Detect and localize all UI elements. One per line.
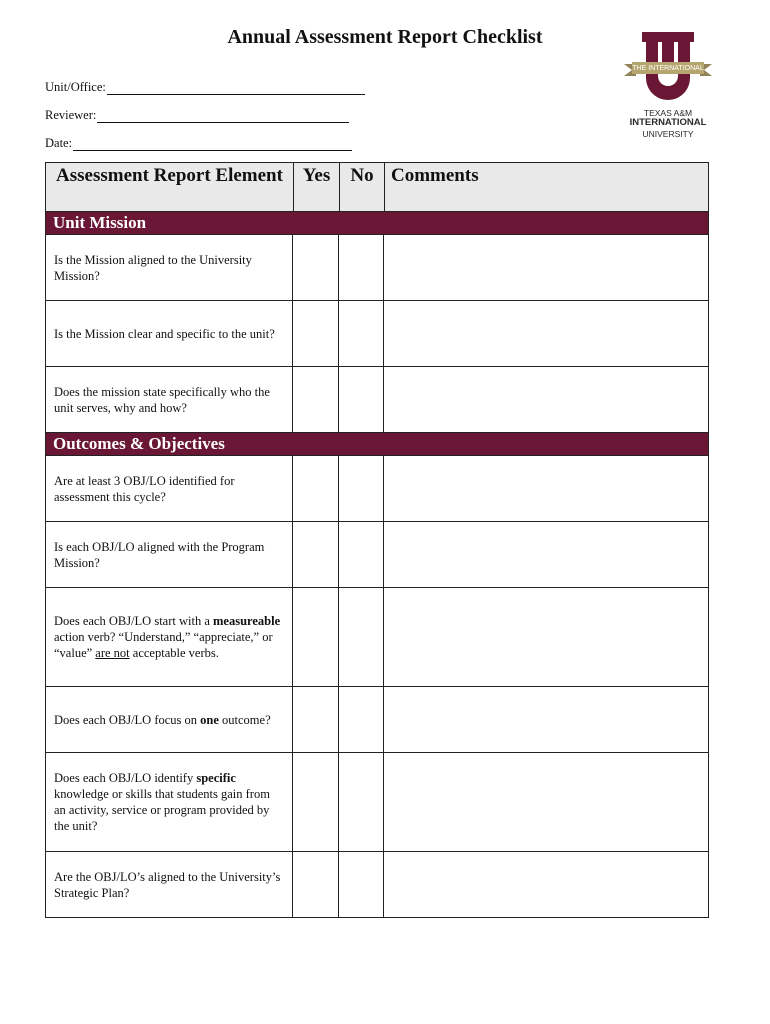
reviewer-line[interactable]: [97, 110, 349, 123]
reviewer-field[interactable]: [45, 108, 349, 123]
no-cell[interactable]: [339, 687, 384, 752]
yes-cell[interactable]: [293, 456, 339, 521]
section-header: Unit Mission: [46, 212, 708, 235]
yes-cell[interactable]: [293, 588, 339, 686]
table-row: [46, 687, 708, 753]
comments-cell[interactable]: [384, 367, 708, 432]
question-text: Does each OBJ/LO focus on one outcome?: [46, 687, 293, 752]
table-row: [46, 588, 708, 687]
no-cell[interactable]: [339, 522, 384, 587]
no-cell[interactable]: [339, 456, 384, 521]
unit-office-field[interactable]: [45, 80, 365, 95]
comments-cell[interactable]: [384, 522, 708, 587]
table-header: [46, 163, 708, 212]
table-body: [46, 212, 708, 918]
comments-cell[interactable]: [384, 301, 708, 366]
question-text: Is the Mission aligned to the University Mission?: [46, 235, 293, 300]
logo-banner-text: THE INTERNATIONAL: [632, 65, 704, 72]
comments-cell[interactable]: [384, 687, 708, 752]
header-element: Assessment Report Element: [46, 163, 294, 211]
no-cell[interactable]: [339, 753, 384, 851]
logo-line-1: TEXAS A&M: [643, 108, 693, 118]
logo-line-2: INTERNATIONAL: [629, 117, 707, 128]
date-field[interactable]: [45, 136, 352, 151]
yes-cell[interactable]: [293, 852, 339, 917]
question-text: Is each OBJ/LO aligned with the Program Mission?: [46, 522, 293, 587]
yes-cell[interactable]: [293, 687, 339, 752]
table-row: [46, 522, 708, 588]
question-text: Is the Mission clear and specific to the unit?: [46, 301, 293, 366]
yes-cell[interactable]: [293, 301, 339, 366]
unit-office-label: Unit/Office:: [45, 80, 106, 94]
question-text: Are at least 3 OBJ/LO identified for assessment this cycle?: [46, 456, 293, 521]
table-row: [46, 367, 708, 433]
no-cell[interactable]: [339, 301, 384, 366]
logo-line-3: UNIVERSITY: [642, 129, 694, 139]
yes-cell[interactable]: [293, 235, 339, 300]
yes-cell[interactable]: [293, 753, 339, 851]
table-row: [46, 852, 708, 918]
unit-office-line[interactable]: [107, 82, 365, 95]
yes-cell[interactable]: [293, 367, 339, 432]
question-text: Does each OBJ/LO identify specific knowledge or skills that students gain from an activity, service or program provided by the unit?: [46, 753, 293, 851]
comments-cell[interactable]: [384, 235, 708, 300]
table-row: [46, 753, 708, 852]
date-line[interactable]: [73, 138, 352, 151]
comments-cell[interactable]: [384, 852, 708, 917]
table-row: [46, 301, 708, 367]
university-logo: [622, 30, 714, 148]
comments-cell[interactable]: [384, 753, 708, 851]
comments-cell[interactable]: [384, 588, 708, 686]
section-header: Outcomes & Objectives: [46, 433, 708, 456]
header-no: No: [340, 163, 385, 211]
yes-cell[interactable]: [293, 522, 339, 587]
no-cell[interactable]: [339, 588, 384, 686]
question-text: Does the mission state specifically who the unit serves, why and how?: [46, 367, 293, 432]
no-cell[interactable]: [339, 367, 384, 432]
no-cell[interactable]: [339, 852, 384, 917]
no-cell[interactable]: [339, 235, 384, 300]
comments-cell[interactable]: [384, 456, 708, 521]
question-text: Are the OBJ/LO’s aligned to the University’s Strategic Plan?: [46, 852, 293, 917]
table-row: [46, 235, 708, 301]
header-comments: Comments: [391, 165, 479, 186]
date-label: Date:: [45, 136, 73, 150]
question-text: Does each OBJ/LO start with a measureable action verb? “Understand,” “appreciate,” or “value” are not acceptable verbs.: [46, 588, 293, 686]
reviewer-label: Reviewer:: [45, 108, 97, 122]
page-title: Annual Assessment Report Checklist: [227, 26, 543, 48]
header-yes: Yes: [294, 163, 340, 211]
checklist-table: [45, 162, 709, 918]
table-row: [46, 456, 708, 522]
